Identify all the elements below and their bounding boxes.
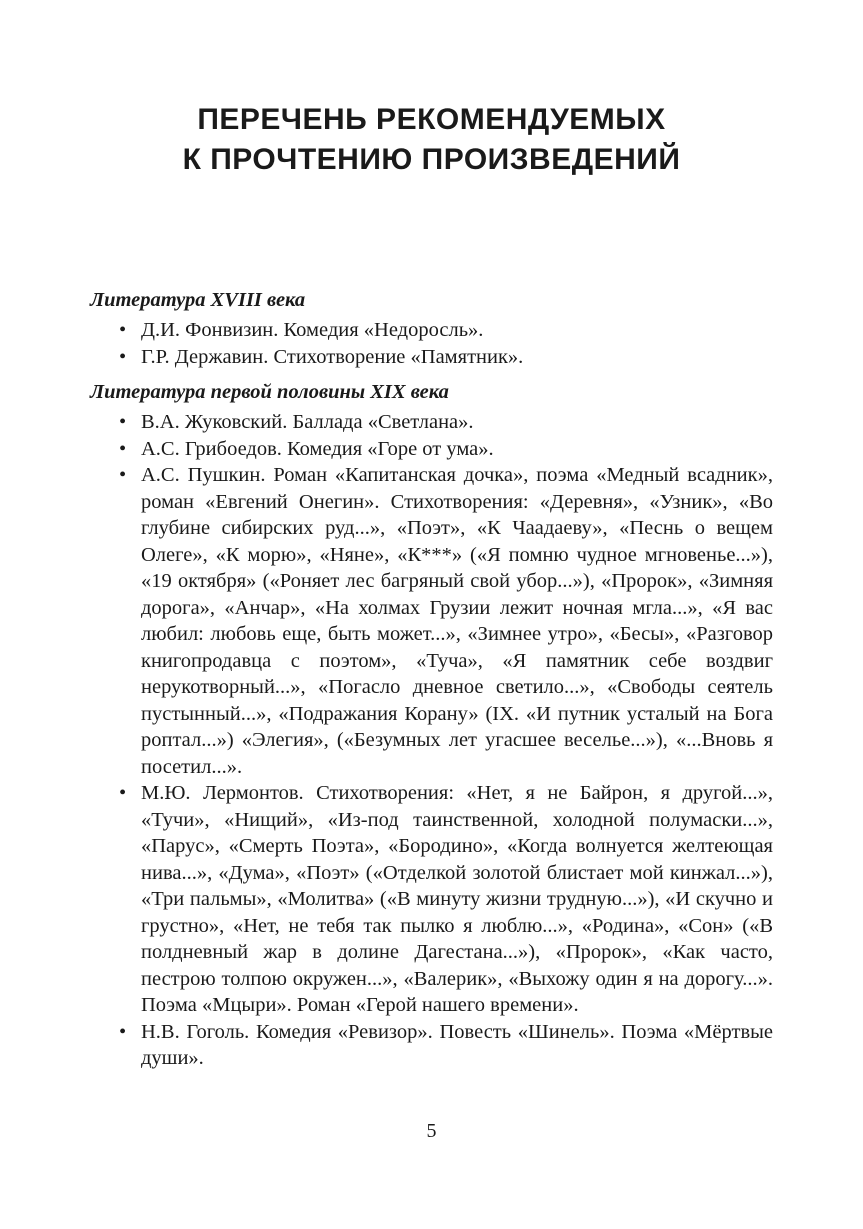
list-item-text: А.С. Пушкин. Роман «Капитанская дочка», поэма «Медный всадник», роман «Евгений Онегин». Стихотворения: «Деревня», «Узник», «Во глубине сибирских руд...», «Поэт», «К Чаадаеву», «Песнь о вещем Олеге», «К морю», «Няне», «К***» («Я помню чудное мгновенье...»), «19 октября» («Роняет лес багряный свой убор...»), «Пророк», «Зимняя дорога», «Анчар», «На холмах Грузии лежит ночная мгла...», «Я вас любил: любовь еще, быть может...», «Зимнее утро», «Бесы», «Разговор книгопродавца с поэтом», «Туча», «Я памятник себе воздвиг нерукотворный...», «Погасло дневное светило...», «Свободы сеятель пустынный...», «Подражания Корану» (IX. «И путник усталый на Бога роптал...») «Элегия», («Безумных лет угасшее веселье...»), «...Вновь я посетил...». [141, 464, 773, 778]
bullet-icon: • [119, 319, 127, 341]
page-number: 5 [426, 1120, 437, 1142]
list-item [90, 1019, 773, 1072]
section-18th-century [90, 286, 773, 370]
bullet-icon: • [119, 437, 127, 460]
bullet-icon: • [119, 345, 127, 368]
title-line-2: К ПРОЧТЕНИЮ ПРОИЗВЕДЕНИЙ [182, 143, 681, 176]
work-list [90, 409, 773, 1072]
section-heading: Литература XVIII века [90, 289, 306, 311]
bullet-icon: • [119, 782, 127, 804]
list-item-text: Д.И. Фонвизин. Комедия «Недоросль». [141, 319, 484, 341]
section-19th-century-first-half [90, 378, 773, 1072]
list-item [90, 344, 773, 371]
title-line-1: ПЕРЕЧЕНЬ РЕКОМЕНДУЕМЫХ [197, 103, 666, 136]
list-item [90, 462, 773, 780]
page-title [0, 100, 863, 180]
bullet-icon: • [119, 464, 127, 486]
section-heading: Литература первой половины XIX века [90, 381, 449, 403]
list-item [90, 317, 773, 344]
reading-list [90, 286, 773, 1072]
bullet-icon: • [119, 411, 127, 433]
list-item [90, 409, 773, 436]
list-item [90, 436, 773, 463]
list-item-text: А.С. Грибоедов. Комедия «Горе от ума». [141, 437, 494, 460]
list-item-text: Г.Р. Державин. Стихотворение «Памятник». [141, 345, 524, 368]
bullet-icon: • [119, 1020, 127, 1043]
work-list [90, 317, 773, 370]
list-item [90, 780, 773, 1019]
list-item-text: В.А. Жуковский. Баллада «Светлана». [141, 411, 474, 433]
list-item-text: Н.В. Гоголь. Комедия «Ревизор». Повесть «Шинель». Поэма «Мёртвые души». [141, 1020, 773, 1069]
list-item-text: М.Ю. Лермонтов. Стихотворения: «Нет, я не Байрон, я другой...», «Тучи», «Нищий», «Из-под таинственной, холодной полумаски...», «Парус», «Смерть Поэта», «Бородино», «Когда волнуется желтеющая нива...», «Дума», «Поэт» («Отделкой золотой блистает мой кинжал...»), «Три пальмы», «Молитва» («В минуту жизни трудную...»), «И скучно и грустно», «Нет, не тебя так пылко я люблю...», «Родина», «Сон» («В полдневный жар в долине Дагестана...»), «Пророк», «Как часто, пестрою толпою окружен...», «Валерик», «Выхожу один я на дорогу...». Поэма «Мцыри». Роман «Герой нашего времени». [141, 782, 773, 1016]
